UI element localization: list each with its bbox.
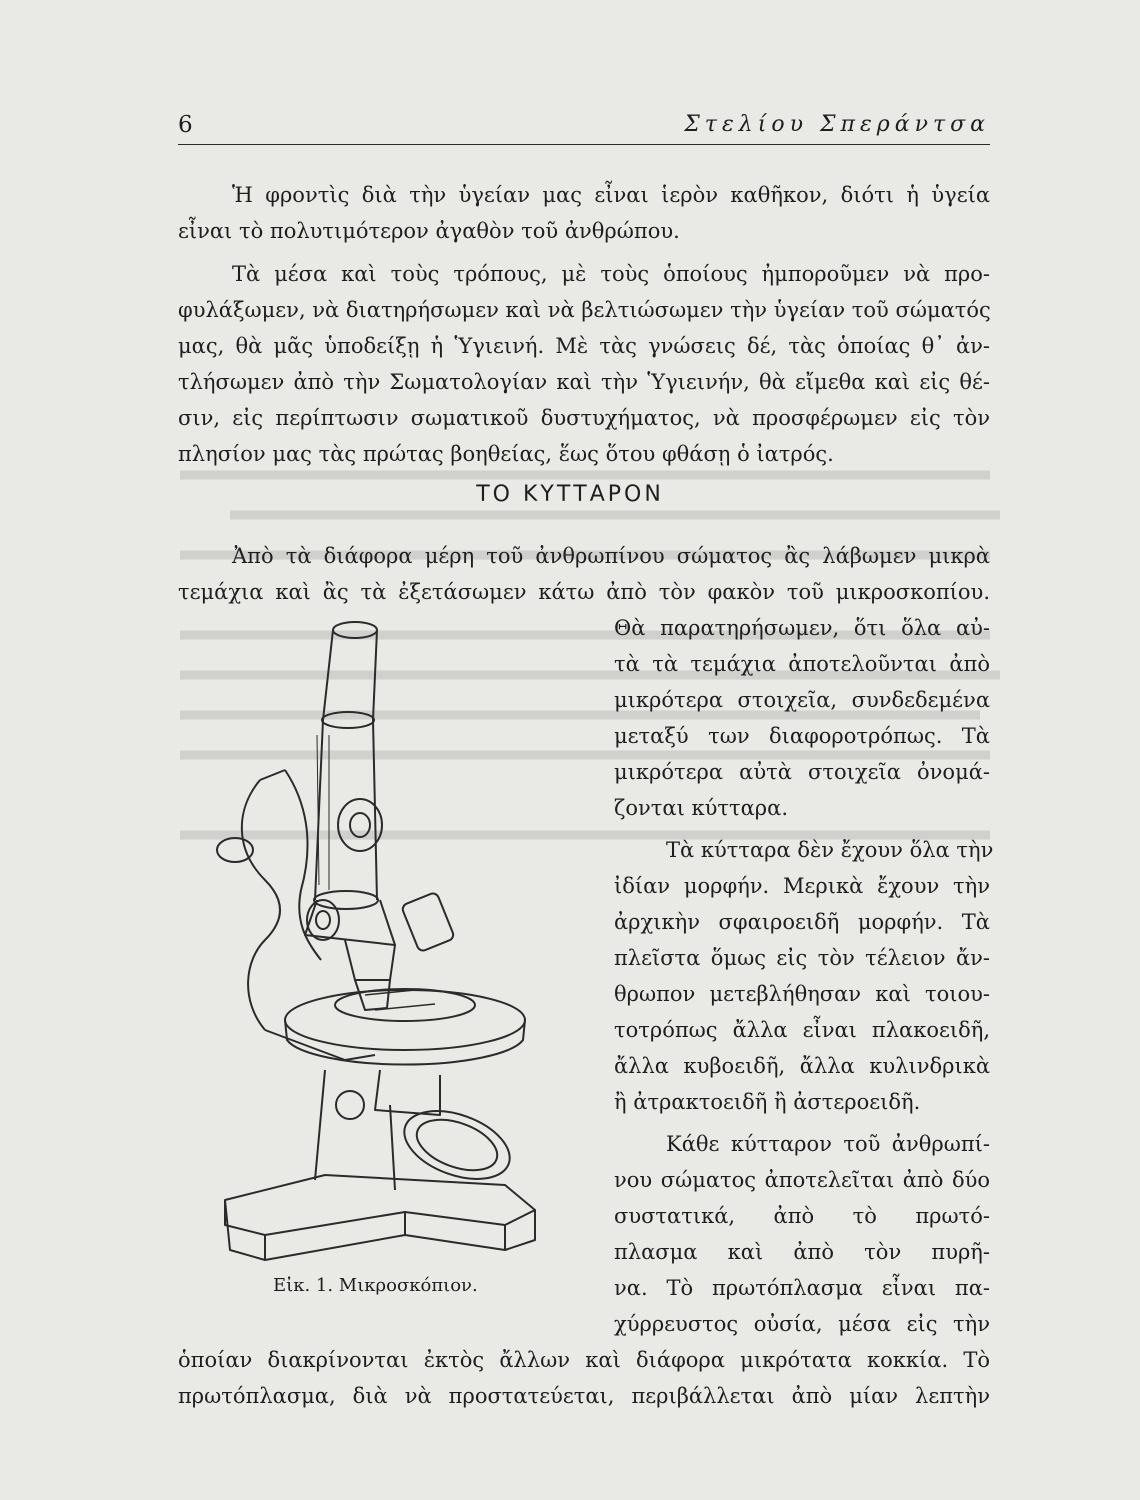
paragraph-line: πλησίον μας τὰς πρώτας βοηθείας, ἕως ὅτου φθάσῃ ὁ ἰατρός. [178,442,834,466]
paragraph-line: Ἡ φροντὶς διὰ τὴν ὑγείαν μας εἶναι ἱερὸν καθῆκον, διότι ἡ ὑγεία [232,183,990,207]
column-line: πλασμα καὶ ἀπὸ τὸν πυρῆ- [614,1240,990,1264]
column-line: συστατικά, ἀπὸ τὸ πρωτό- [614,1204,990,1228]
microscope-illustration [205,600,555,1280]
column-line: Θὰ παρατηρήσωμεν, ὅτι ὅλα αὐ- [614,616,990,640]
column-line: μικρότερα αὐτὰ στοιχεῖα ὀνομά- [614,760,990,784]
column-line: τὰ τὰ τεμάχια ἀποτελοῦνται ἀπὸ [614,652,990,676]
running-head: Στελίου Σπεράντσα [684,112,990,137]
section-title: ΤΟ ΚΥΤΤΑΡΟΝ [476,482,664,507]
column-line: χύρρευστος οὐσία, μέσα εἰς τὴν [614,1312,990,1336]
paragraph-line: ὁποίαν διακρίνονται ἐκτὸς ἄλλων καὶ διάφορα μικρότατα κοκκία. Τὸ [178,1348,990,1372]
column-line: Τὰ κύτταρα δὲν ἔχουν ὅλα τὴν [666,838,994,862]
column-line: τοτρόπως ἄλλα εἶναι πλακοειδῆ, [614,1018,990,1042]
column-line: νου σώματος ἀποτελεῖται ἀπὸ δύο [614,1168,990,1192]
paragraph-line: Τὰ μέσα καὶ τοὺς τρόπους, μὲ τοὺς ὁποίους ἠμποροῦμεν νὰ προ- [232,262,990,286]
figure-caption: Εἰκ. 1. Μικροσκόπιον. [273,1275,478,1296]
paragraph-line: τλήσωμεν ἀπὸ τὴν Σωματολογίαν καὶ τὴν Ὑγιεινήν, θὰ εἴμεθα καὶ εἰς θέ- [178,370,990,394]
column-line: ἰδίαν μορφήν. Μερικὰ ἔχουν τὴν [614,874,990,898]
column-line: ζονται κύτταρα. [614,796,789,820]
page-header [178,110,990,145]
column-line: μικρότερα στοιχεῖα, συνδεδεμένα [614,688,990,712]
column-line: ἢ ἀτρακτοειδῆ ἢ ἀστεροειδῆ. [614,1090,921,1114]
paragraph-line: εἶναι τὸ πολυτιμότερον ἀγαθὸν τοῦ ἀνθρώπου. [178,219,680,243]
paragraph-line: σιν, εἰς περίπτωσιν σωματικοῦ δυστυχήματος, νὰ προσφέρωμεν εἰς τὸν [178,406,990,430]
paragraph-line: μας, θὰ μᾶς ὑποδείξῃ ἡ Ὑγιεινή. Μὲ τὰς γνώσεις δέ, τὰς ὁποίας θ᾽ ἀν- [178,334,990,358]
column-line: Κάθε κύτταρον τοῦ ἀνθρωπί- [666,1132,990,1156]
column-line: πλεῖστα ὅμως εἰς τὸν τέλειον ἄν- [614,946,990,970]
column-line: θρωπον μετεβλήθησαν καὶ τοιου- [614,982,990,1006]
paragraph-line: πρωτόπλασμα, διὰ νὰ προστατεύεται, περιβάλλεται ἀπὸ μίαν λεπτὴν [178,1384,990,1408]
paragraph-line: τεμάχια καὶ ἂς τὰ ἐξετάσωμεν κάτω ἀπὸ τὸν φακὸν τοῦ μικροσκοπίου. [178,580,990,604]
paragraph-line: Ἀπὸ τὰ διάφορα μέρη τοῦ ἀνθρωπίνου σώματος ἂς λάβωμεν μικρὰ [232,544,990,568]
column-line: ἄλλα κυβοειδῆ, ἄλλα κυλινδρικὰ [614,1054,990,1078]
column-line: να. Τὸ πρωτόπλασμα εἶναι πα- [614,1276,990,1300]
column-line: μεταξύ των διαφοροτρόπως. Τὰ [614,724,990,748]
page-number: 6 [178,112,193,138]
paragraph-line: φυλάξωμεν, νὰ διατηρήσωμεν καὶ νὰ βελτιώσωμεν τὴν ὑγείαν τοῦ σώματός [178,298,991,322]
column-line: ἀρχικὴν σφαιροειδῆ μορφήν. Τὰ [614,910,990,934]
